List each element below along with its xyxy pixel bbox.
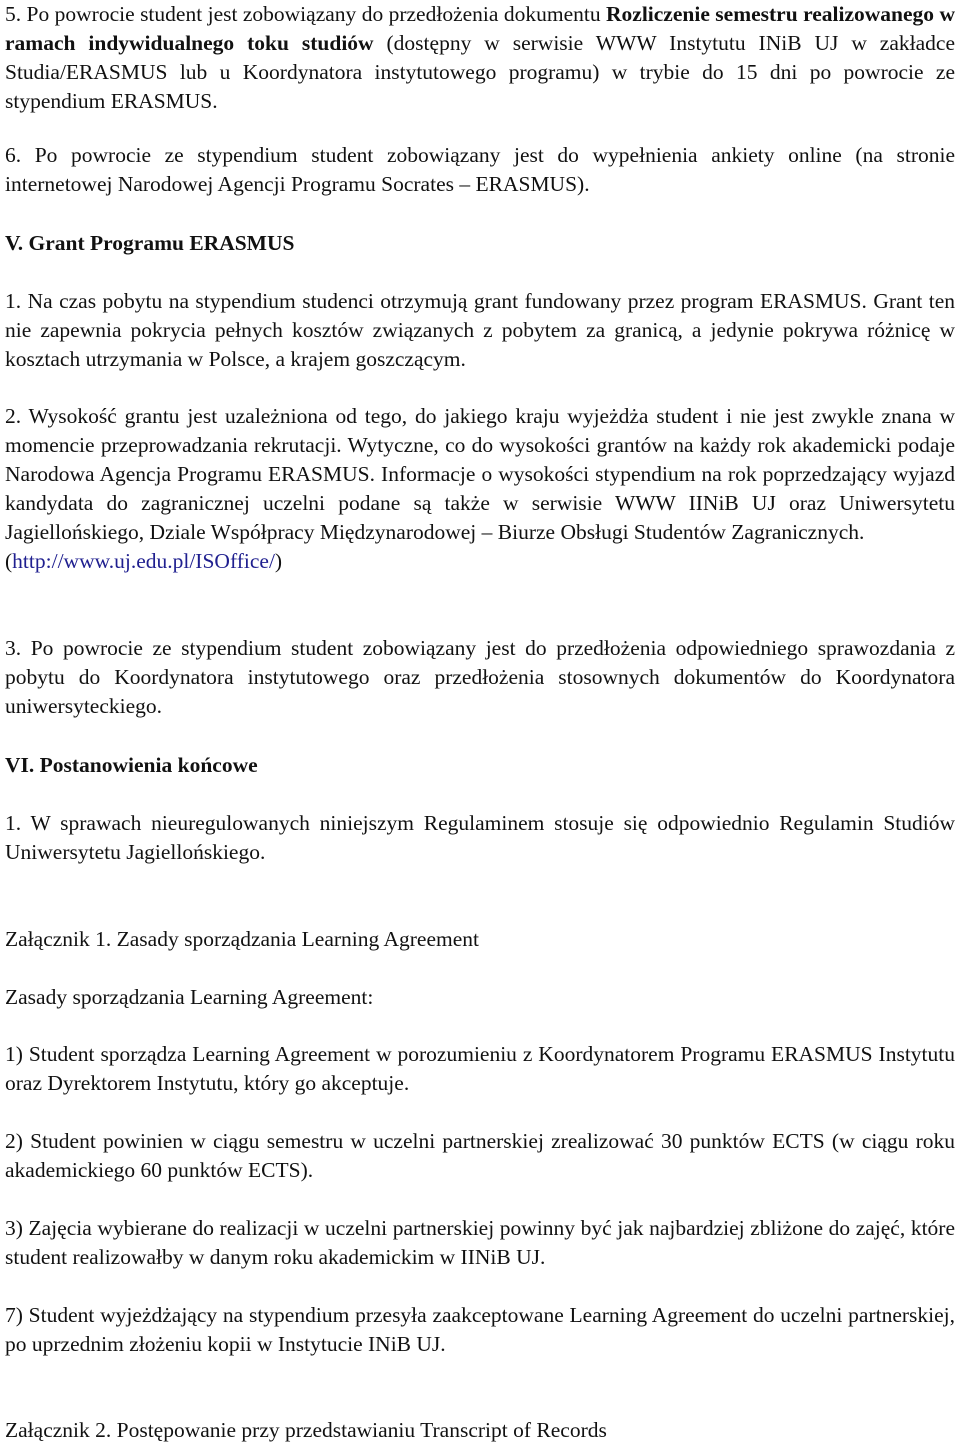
link-paren-close: ): [274, 549, 283, 573]
paragraph-6: 6. Po powrocie ze stypendium student zobowiązany jest do wypełnienia ankiety online (na stronie internetowej Narodowej Agencji Programu Socrates – ERASMUS).: [5, 143, 955, 196]
annex-1-item-3: 3) Zajęcia wybierane do realizacji w uczelni partnerskiej powinny być jak najbardziej zbliżone do zajęć, które student realizowałby w danym roku akademickim w IINiB UJ.: [5, 1216, 955, 1269]
section-vi-heading: VI. Postanowienia końcowe: [5, 753, 258, 777]
section-v-paragraph-1: 1. Na czas pobytu na stypendium studenci otrzymują grant fundowany przez program ERASMUS. Grant ten nie zapewnia pokrycia pełnych kosztów związanych z pobytem za granicą, a jedynie pokrywa różnicę w kosztach utrzymania w Polsce, a krajem goszczącym.: [5, 289, 955, 371]
annex-1-subtitle: Zasady sporządzania Learning Agreement:: [5, 985, 374, 1009]
section-v-heading: V. Grant Programu ERASMUS: [5, 231, 295, 255]
document-title-bold: Rozliczenie semestru realizowanego w ramach indywidualnego toku studiów: [5, 2, 955, 55]
section-vi-paragraph-1: 1. W sprawach nieuregulowanych niniejszym Regulaminem stosuje się odpowiednio Regulamin Studiów Uniwersytetu Jagiellońskiego.: [5, 811, 955, 864]
paragraph-5: [5, 0, 955, 116]
annex-1-title: Załącznik 1. Zasady sporządzania Learning Agreement: [5, 927, 479, 951]
section-v-paragraph-2: [5, 402, 955, 576]
section-v-paragraph-2-text: 2. Wysokość grantu jest uzależniona od tego, do jakiego kraju wyjeżdża student i nie jest zwykle znana w momencie przeprowadzania rekrutacji. Wytyczne, co do wysokości grantów na każdy rok akademicki podaje Narodowa Agencja Programu ERASMUS. Informacje o wysokości stypendium na rok poprzedzający wyjazd kandydata do zagranicznej uczelni podane są także w serwisie WWW IINiB UJ oraz Uniwersytetu Jagiellońskiego, Dziale Współpracy Międzynarodowej – Biurze Obsługi Studentów Zagranicznych.: [5, 404, 955, 544]
annex-1-item-2: 2) Student powinien w ciągu semestru w uczelni partnerskiej zrealizować 30 punktów ECTS (w ciągu roku akademickiego 60 punktów ECTS).: [5, 1129, 955, 1182]
section-v-paragraph-3: 3. Po powrocie ze stypendium student zobowiązany jest do przedłożenia odpowiedniego sprawozdania z pobytu do Koordynatora instytutowego oraz przedłożenia stosownych dokumentów do Koordynatora uniwersyteckiego.: [5, 636, 955, 718]
annex-1-item-1: 1) Student sporządza Learning Agreement w porozumieniu z Koordynatorem Programu ERASMUS Instytutu oraz Dyrektorem Instytutu, który go akceptuje.: [5, 1042, 955, 1095]
link-paren-open: (: [5, 549, 13, 573]
paragraph-5-lead: 5. Po powrocie student jest zobowiązany do przedłożenia dokumentu: [5, 2, 606, 26]
annex-2-title: Załącznik 2. Postępowanie przy przedstawianiu Transcript of Records: [5, 1418, 607, 1442]
isoffice-link[interactable]: http://www.uj.edu.pl/ISOffice/: [12, 549, 275, 573]
paragraph-5-tail: (dostępny w serwisie WWW Instytutu INiB UJ w zakładce Studia/ERASMUS lub u Koordynatora instytutowego programu) w trybie do 15 dni po powrocie ze stypendium ERASMUS.: [5, 31, 955, 113]
annex-1-item-7: 7) Student wyjeżdżający na stypendium przesyła zaakceptowane Learning Agreement do uczelni partnerskiej, po uprzednim złożeniu kopii w Instytucie INiB UJ.: [5, 1303, 955, 1356]
